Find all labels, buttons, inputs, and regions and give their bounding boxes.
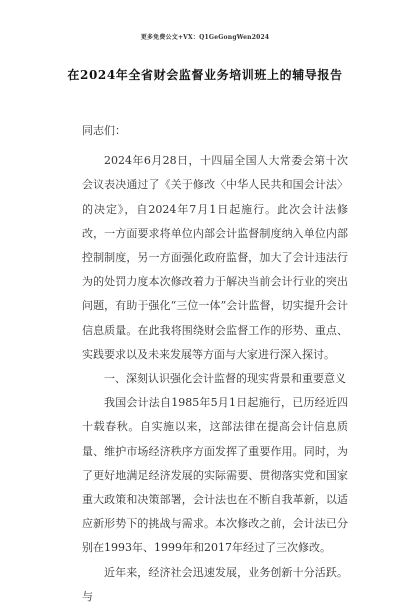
paragraph-background: 我国会计法自1985年5月1日起施行，已历经近四十载春秋。自实施以来，这部法律在提高会计信息质量、维护市场经济秩序方面发挥了重要作用。同时，为了更好地满足经济发展的实际需要、贯彻落实党和国家重大政策和决策部署，会计法也在不断自我革新，以适应新形势下的挑战与需求。本次修改之前，会计法已分别在1993年、1999年和2017年经过了三次修改。: [82, 396, 348, 555]
header-note: 更多免费公文+VX：Q1GeGongWen2024: [140, 34, 270, 41]
section-heading-1: 一、深刻认识强化会计监督的现实背景和重要意义: [104, 372, 346, 386]
paragraph-intro: 2024年6月28日，十四届全国人大常委会第十次会议表决通过了《关于修改〈中华人民共和国会计法〉的决定》，自2024年7月1日起施行。此次会计法修改，一方面要求将单位内部会计监督制度纳入单位内部控制制度，另一方面强化政府监督，加大了会计违法行为的处罚力度本次修改着力于解决当前会计行业的突出问题，有助于强化“三位一体”会计监督，切实提升会计信息质量。在此我将围绕财会监督工作的形势、重点、实践要求以及未来发展等方面与大家进行深入探讨。: [82, 154, 348, 361]
paragraph-continued: 近年来，经济社会迅速发展，业务创新十分活跃。与: [82, 565, 348, 603]
document-body: [82, 119, 348, 609]
salutation: 同志们：: [82, 124, 126, 137]
document-title: 在2024年全省财会监督业务培训班上的辅导报告: [67, 68, 343, 82]
